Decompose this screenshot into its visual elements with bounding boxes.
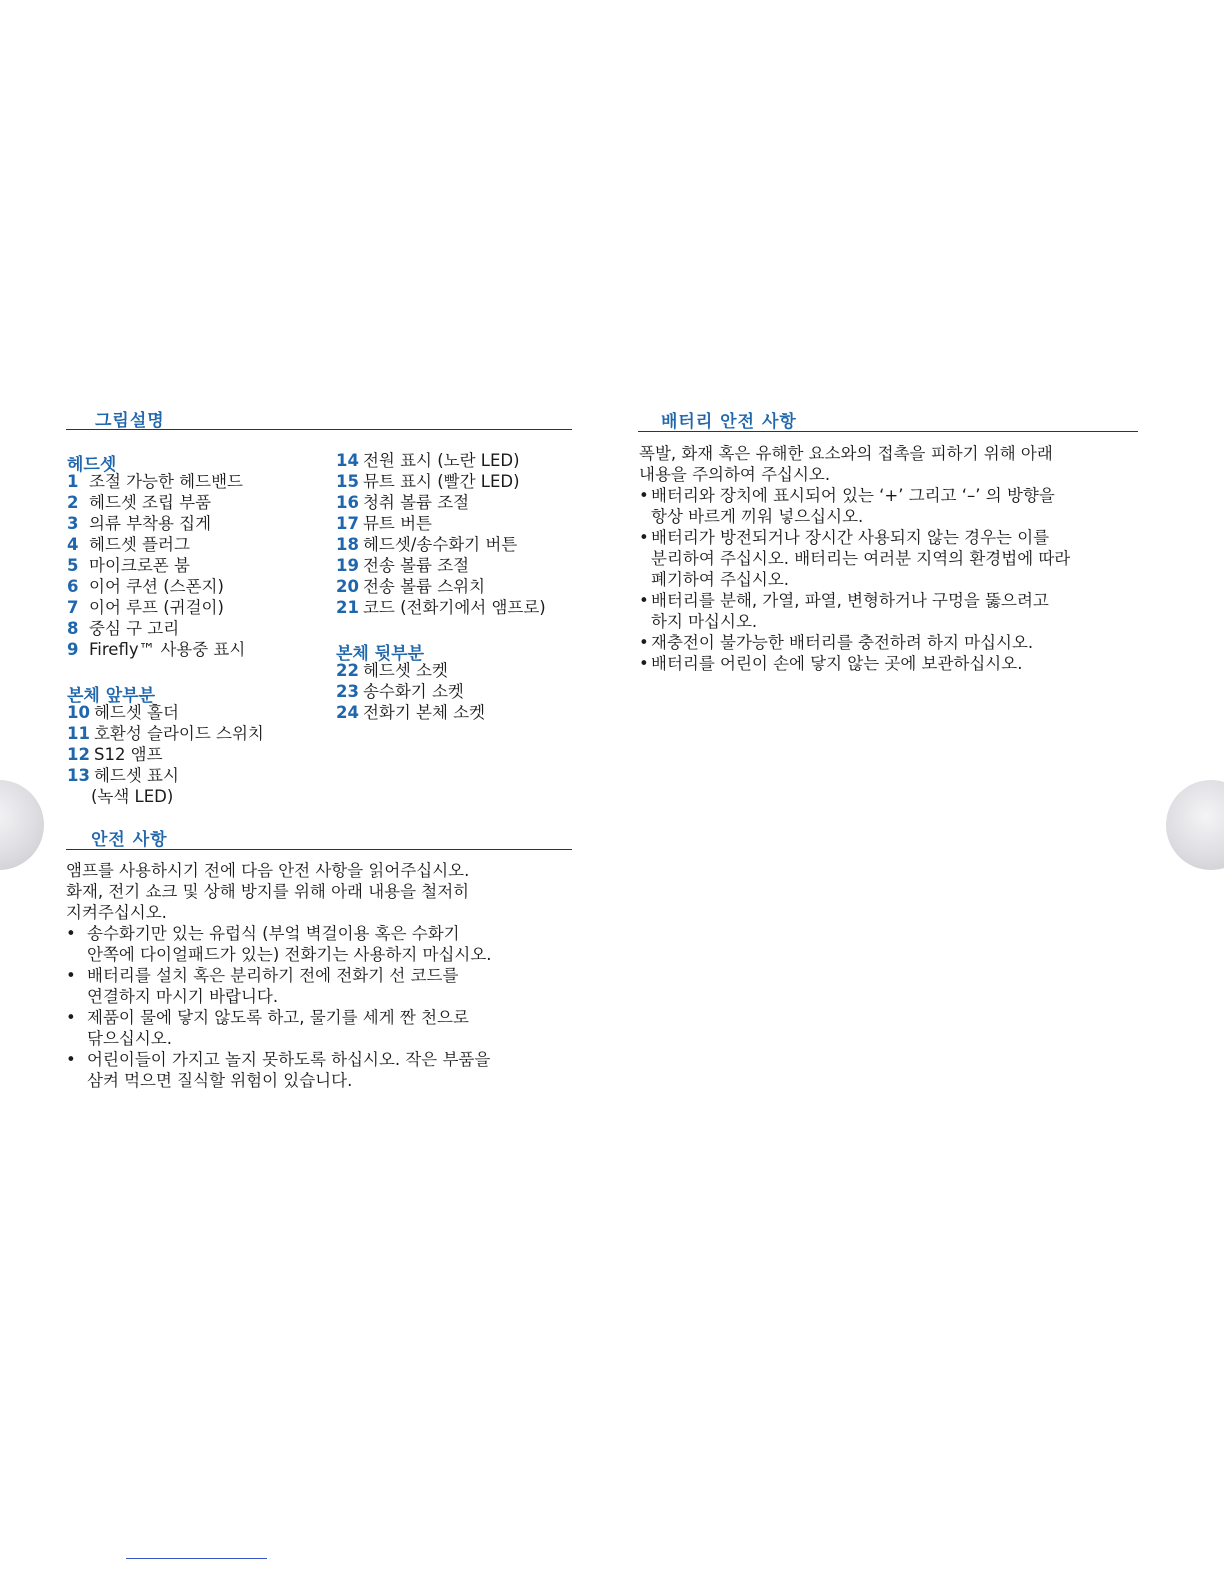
bullet-dot-icon: •: [639, 633, 649, 652]
item-number: 3: [67, 514, 79, 533]
item-label: 마이크로폰 붐: [89, 556, 190, 575]
item-number: 4: [67, 535, 79, 554]
right-page-tab: [1166, 780, 1224, 870]
safety-title-rule: [66, 849, 572, 850]
bullet-text-line: 배터리를 분해, 가열, 파열, 변형하거나 구멍을 뚫으려고: [651, 591, 1049, 610]
item-number: 15: [336, 472, 359, 491]
bullet-text-line: 어린이들이 가지고 놀지 못하도록 하십시오. 작은 부품을: [87, 1050, 491, 1069]
item-label: Firefly™ 사용중 표시: [89, 640, 246, 659]
parts-list-item: [67, 534, 245, 555]
item-number: 21: [336, 598, 359, 617]
parts-list-item: [67, 744, 264, 765]
bullet-text-line: 송수화기만 있는 유럽식 (부엌 벽걸이용 혹은 수화기: [87, 924, 460, 943]
front-subheading: 본체 앞부분: [67, 686, 156, 706]
parts-list-item: [67, 723, 264, 744]
item-label: 전송 볼륨 스위치: [362, 577, 486, 596]
battery-title-rule: [638, 431, 1138, 432]
parts-list-item: [336, 492, 546, 513]
bullet-dot-icon: •: [66, 1050, 76, 1069]
parts-list-item: [67, 597, 245, 618]
paragraph-line: 내용을 주의하여 주십시오.: [639, 465, 831, 484]
parts-list-item: [67, 513, 245, 534]
bullet-item: [66, 965, 492, 1007]
item-number: 8: [67, 619, 79, 638]
item-label: 전원 표시 (노란 LED): [362, 451, 520, 470]
bullet-text-line: 배터리와 장치에 표시되어 있는 ‘+’ 그리고 ‘–’ 의 방향을: [651, 486, 1055, 505]
item-number: 13: [67, 766, 90, 785]
item-number: 7: [67, 598, 79, 617]
item-label: 호환성 슬라이드 스위치: [93, 724, 264, 743]
parts-list-item: [336, 702, 485, 723]
bullet-item: [66, 1049, 492, 1091]
legend-title-rule: [66, 429, 572, 430]
bullet-dot-icon: •: [66, 966, 76, 985]
item-label: 전송 볼륨 조절: [362, 556, 470, 575]
battery-safety-title: 배터리 안전 사항: [661, 412, 797, 432]
bullet-text-line: 제품이 물에 닿지 않도록 하고, 물기를 세게 짠 천으로: [87, 1008, 469, 1027]
bullet-text-line: 삼켜 먹으면 질식할 위험이 있습니다.: [87, 1071, 353, 1090]
item-number: 12: [67, 745, 90, 764]
parts-list-item: [67, 471, 245, 492]
parts-list-item: [67, 618, 245, 639]
item-label: 청취 볼륨 조절: [362, 493, 470, 512]
item-label: 뮤트 표시 (빨간 LED): [362, 472, 520, 491]
item-number: 22: [336, 661, 359, 680]
bullet-item: [639, 632, 1070, 653]
footer-rule: [126, 1558, 267, 1559]
item-label: 이어 쿠션 (스폰지): [89, 577, 224, 596]
parts-list-item: [336, 450, 546, 471]
bullet-text-line: 안쪽에 다이얼패드가 있는) 전화기는 사용하지 마십시오.: [87, 945, 492, 964]
bullet-text-line: 배터리를 어린이 손에 닿지 않는 곳에 보관하십시오.: [651, 654, 1023, 673]
back-parts-list: [336, 660, 485, 723]
paragraph-line: 앰프를 사용하시기 전에 다음 안전 사항을 읽어주십시오.: [66, 861, 470, 880]
parts-list-item: [67, 555, 245, 576]
item-number: 17: [336, 514, 359, 533]
parts-list-item: [67, 492, 245, 513]
item-number: 2: [67, 493, 79, 512]
controls-parts-list: [336, 450, 546, 618]
item-number: 10: [67, 703, 90, 722]
paragraph-line: 폭발, 화재 혹은 유해한 요소와의 접촉을 피하기 위해 아래: [639, 444, 1053, 463]
safety-intro: [66, 860, 469, 923]
item-number: 1: [67, 472, 79, 491]
left-page-tab: [0, 780, 44, 870]
item-label: 조절 가능한 헤드밴드: [89, 472, 243, 491]
back-subheading: 본체 뒷부분: [336, 644, 425, 664]
legend-title: 그림설명: [95, 411, 165, 431]
item-label: 코드 (전화기에서 앰프로): [362, 598, 546, 617]
parts-list-item: [336, 660, 485, 681]
parts-list-item: [67, 702, 264, 723]
bullet-text-line: 닦으십시오.: [87, 1029, 172, 1048]
bullet-text-line: 항상 바르게 끼워 넣으십시오.: [651, 507, 864, 526]
front-parts-list: [67, 702, 264, 786]
item-13-continuation: (녹색 LED): [91, 787, 174, 806]
bullet-text-line: 분리하여 주십시오. 배터리는 여러분 지역의 환경법에 따라: [651, 549, 1071, 568]
parts-list-item: [336, 597, 546, 618]
item-label: 송수화기 소켓: [362, 682, 464, 701]
item-number: 5: [67, 556, 79, 575]
bullet-item: [66, 1007, 492, 1049]
item-label: 헤드셋/송수화기 버튼: [362, 535, 518, 554]
item-number: 6: [67, 577, 79, 596]
item-label: S12 앰프: [93, 745, 163, 764]
item-number: 23: [336, 682, 359, 701]
item-label: 전화기 본체 소켓: [362, 703, 486, 722]
safety-title: 안전 사항: [91, 830, 168, 850]
bullet-item: [639, 590, 1070, 632]
item-number: 24: [336, 703, 359, 722]
bullet-dot-icon: •: [639, 654, 649, 673]
item-label: 이어 루프 (귀걸이): [89, 598, 224, 617]
paragraph-line: 지켜주십시오.: [66, 903, 167, 922]
bullet-dot-icon: •: [66, 1008, 76, 1027]
item-number: 19: [336, 556, 359, 575]
battery-bullet-list: [639, 485, 1070, 674]
item-number: 18: [336, 535, 359, 554]
item-number: 20: [336, 577, 359, 596]
parts-list-item: [336, 534, 546, 555]
bullet-text-line: 배터리를 설치 혹은 분리하기 전에 전화기 선 코드를: [87, 966, 459, 985]
bullet-text-line: 연결하지 마시기 바랍니다.: [87, 987, 279, 1006]
item-label: 헤드셋 표시: [93, 766, 179, 785]
headset-subheading: 헤드셋: [67, 455, 117, 475]
item-number: 16: [336, 493, 359, 512]
bullet-dot-icon: •: [639, 486, 649, 505]
paragraph-line: 화재, 전기 쇼크 및 상해 방지를 위해 아래 내용을 철저히: [66, 882, 470, 901]
bullet-dot-icon: •: [639, 528, 649, 547]
parts-list-item: [336, 471, 546, 492]
parts-list-item: [336, 681, 485, 702]
bullet-text-line: 하지 마십시오.: [651, 612, 758, 631]
parts-list-item: [336, 555, 546, 576]
item-label: 의류 부착용 집게: [89, 514, 212, 533]
item-number: 11: [67, 724, 90, 743]
item-label: 뮤트 버튼: [362, 514, 432, 533]
item-number: 9: [67, 640, 79, 659]
headset-parts-list: [67, 471, 245, 660]
item-label: 중심 구 고리: [89, 619, 180, 638]
bullet-text-line: 폐기하여 주십시오.: [651, 570, 790, 589]
bullet-dot-icon: •: [639, 591, 649, 610]
item-label: 헤드셋 홀더: [93, 703, 179, 722]
parts-list-item: [67, 765, 264, 786]
item-number: 14: [336, 451, 359, 470]
bullet-item: [639, 527, 1070, 590]
parts-list-item: [336, 576, 546, 597]
item-label: 헤드셋 조립 부품: [89, 493, 212, 512]
parts-list-item: [336, 513, 546, 534]
bullet-text-line: 재충전이 불가능한 배터리를 충전하려 하지 마십시오.: [651, 633, 1034, 652]
bullet-item: [639, 653, 1070, 674]
item-label: 헤드셋 플러그: [89, 535, 190, 554]
item-label: 헤드셋 소켓: [362, 661, 448, 680]
bullet-item: [66, 923, 492, 965]
parts-list-item: [67, 639, 245, 660]
battery-intro: [639, 443, 1053, 485]
bullet-item: [639, 485, 1070, 527]
bullet-text-line: 배터리가 방전되거나 장시간 사용되지 않는 경우는 이를: [651, 528, 1050, 547]
safety-bullet-list: [66, 923, 492, 1091]
bullet-dot-icon: •: [66, 924, 76, 943]
parts-list-item: [67, 576, 245, 597]
